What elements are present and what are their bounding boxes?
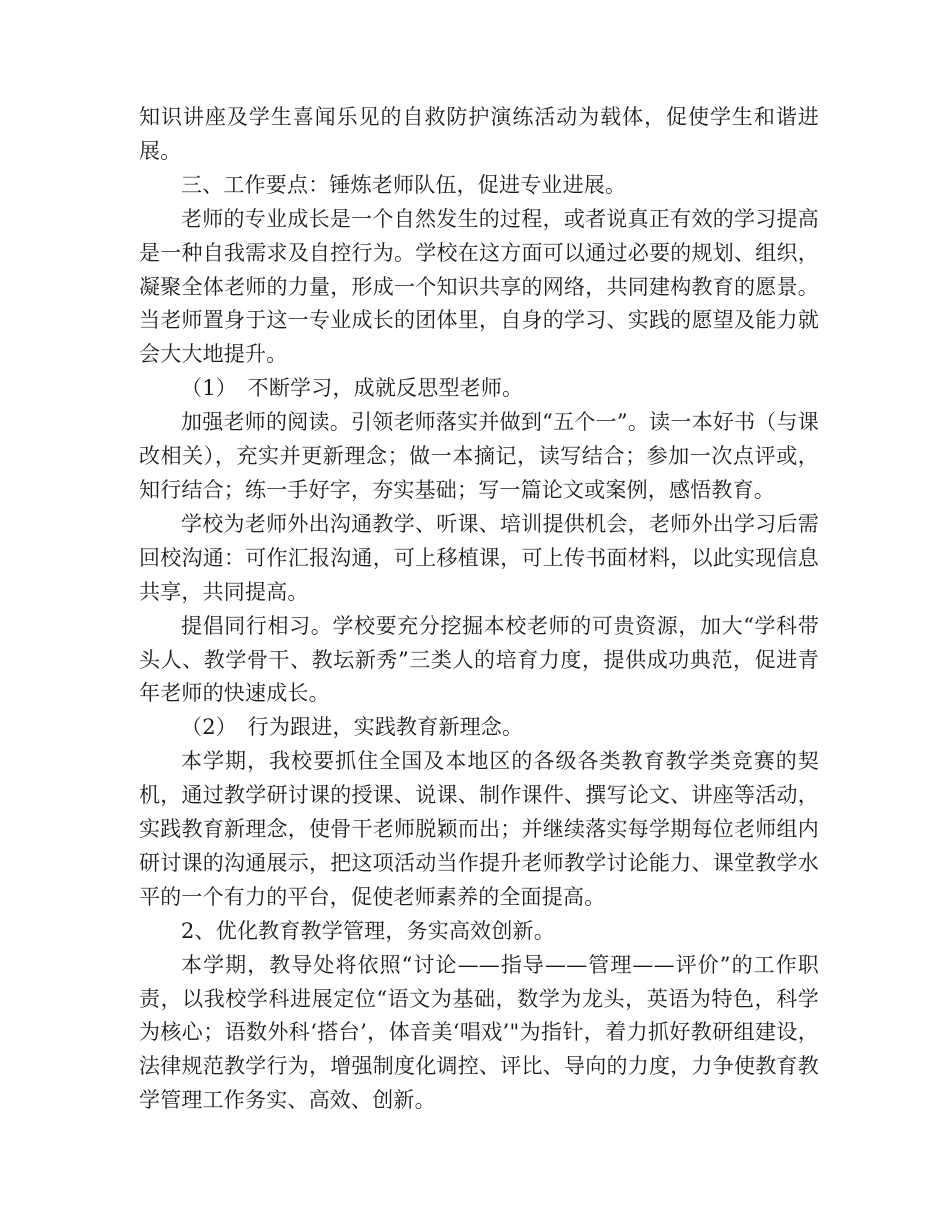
- section-heading-3: 三、工作要点：锤炼老师队伍，促进专业进展。: [181, 172, 627, 197]
- subheading-1: （1） 不断学习，成就反思型老师。: [181, 376, 524, 401]
- paragraph-teacher-growth: 老师的专业成长是一个自然发生的过程，或者说真正有效的学习提高是一种自我需求及自控行为。学校在这方面可以通过必要的规划、组织，凝聚全体老师的力量，形成一个知识共享的网络，共同建构教育的愿景。当老师置身于这一专业成长的团体里，自身的学习、实践的愿望及能力就会大大地提升。: [139, 206, 819, 367]
- paragraph-practice: 本学期，我校要抓住全国及本地区的各级各类教育教学类竞赛的契机，通过教学研讨课的授课、说课、制作课件、撰写论文、讲座等活动，实践教育新理念，使骨干老师脱颖而出；并继续落实每学期每位老师组内研讨课的沟通展示，把这项活动当作提升老师教学讨论能力、课堂教学水平的一个有力的平台，促使老师素养的全面提高。: [139, 749, 819, 909]
- document-body: [139, 101, 819, 1118]
- subheading-2: （2） 行为跟进，实践教育新理念。: [181, 715, 524, 740]
- paragraph-reading: 加强老师的阅读。引领老师落实并做到“五个一”。读一本好书（与课改相关），充实并更新理念；做一本摘记，读写结合；参加一次点评或，知行结合；练一手好字，夯实基础；写一篇论文或案例，感悟教育。: [139, 410, 819, 502]
- paragraph-peer-learning: 提倡同行相习。学校要充分挖掘本校老师的可贵资源，加大“学科带头人、教学骨干、教坛新秀”三类人的培育力度，提供成功典范，促进青年老师的快速成长。: [139, 613, 819, 706]
- paragraph-training: 学校为老师外出沟通教学、听课、培训提供机会，老师外出学习后需回校沟通：可作汇报沟通，可上移植课，可上传书面材料，以此实现信息共享，共同提高。: [139, 511, 819, 604]
- section-heading-2: 2、优化教育教学管理，务实高效创新。: [181, 918, 555, 943]
- paragraph-continuation: 知识讲座及学生喜闻乐见的自救防护演练活动为载体，促使学生和谐进展。: [139, 105, 819, 163]
- paragraph-management: 本学期，教导处将依照“讨论——指导——管理——评价”的工作职责，以我校学科进展定位“语文为基础，数学为龙头，英语为特色，科学为核心；语数外科‘搭台’，体音美‘唱戏’"为指针，着力抓好教研组建设，法律规范教学行为，增强制度化调控、评比、导向的力度，力争使教育教学管理工作务实、高效、创新。: [139, 952, 819, 1113]
